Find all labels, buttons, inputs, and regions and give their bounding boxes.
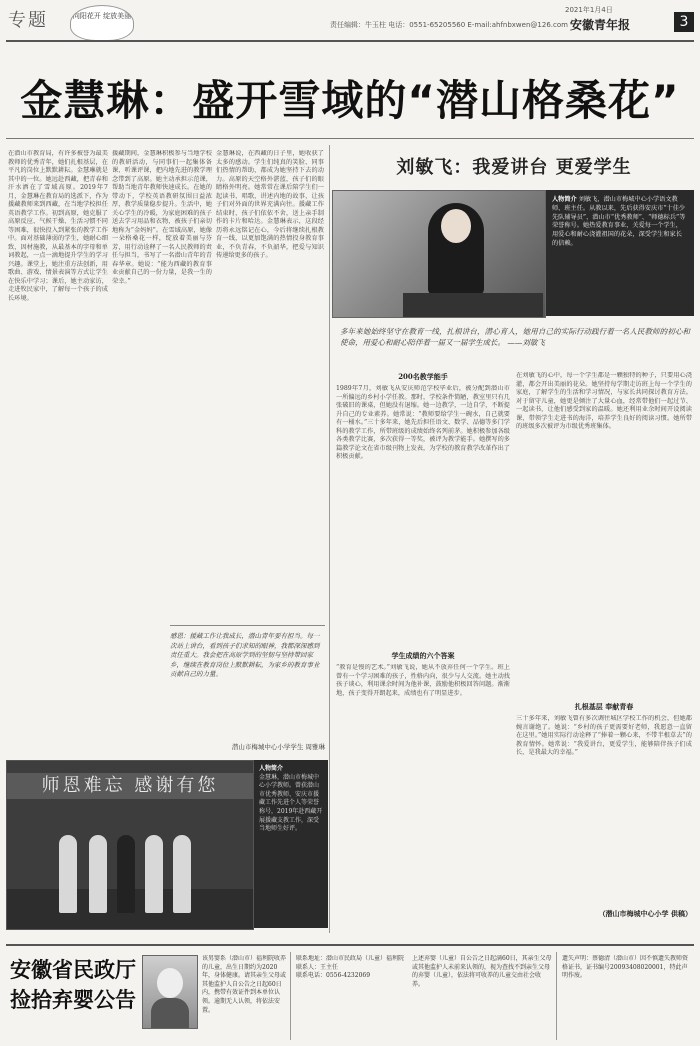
- page-headline: 金慧琳：盛开雪域的“潜山格桑花”: [20, 76, 680, 125]
- photo-figure: [173, 835, 191, 913]
- paper-name: 安徽青年报: [570, 18, 631, 32]
- child-photo: [142, 955, 198, 1029]
- notice-contact: 联系地址：潜山市民政局（儿童）福利院 联系人：王主任 联系电话：0556-4232069: [296, 955, 405, 980]
- portrait-caption-text: 刘敏飞，潜山市梅城中心小学语文教师、班主任。从教以来，先后获得安庆市“十佳少先队辅导员”、潜山市“优秀教师”、“师德标兵”等荣誉称号。她热爱教育事业，关爱每一个学生，用爱心和耐心浇灌祖国的花朵，深受学生和家长的信赖。: [552, 196, 686, 247]
- logo-text: 向阳花开 绽放美丽: [72, 12, 132, 20]
- notice-description: 该男婴系（潜山市）福利院收养的儿童，出生日期约为2020年，身体健康。请其亲生父母或其他监护人自公告之日起60日内，携带有效证件到本单位认领。逾期无人认领，将依法安置。: [202, 955, 286, 1014]
- photo2-caption-text: 金慧琳，潜山市梅城中心小学教师。曾获潜山市优秀教师、安庆市援藏工作先进个人等荣誉称号，2019年赴西藏开展援藏支教工作，深受当地师生好评。: [259, 773, 323, 833]
- section-label: 专题: [8, 10, 48, 31]
- bottom-rule: [6, 944, 694, 946]
- right-article-col1: [336, 372, 510, 926]
- top-rule: [6, 40, 694, 42]
- portrait-desk: [403, 293, 543, 317]
- notice-divider: [556, 952, 557, 1040]
- portrait-caption-title: 人物简介: [552, 196, 577, 203]
- notice-divider: [290, 952, 291, 1040]
- editor-contact: 责任编辑：牛玉柱 电话：0551-65205560 E-mail:ahfnbxwen@126.com: [330, 21, 568, 29]
- right-article-title: 刘敏飞：我爱讲台 更爱学生: [396, 157, 632, 178]
- photo-figure: [145, 835, 163, 913]
- headline-rule: [6, 138, 694, 139]
- child-body: [151, 998, 189, 1029]
- photo-figure: [59, 835, 77, 913]
- right-col2-text: 在刘敏飞的心中，每一个学生都是一颗独特的种子，只要用心浇灌，都会开出美丽的花朵。她坚持每学期走访班上每一个学生的家庭，了解学生的生活和学习情况，与家长共同探讨教育方法。对于留守儿童，她更是倾注了大量心血，经常带他们一起过节、一起读书，让他们感受到家的温暖。她还利用业余时间开设阅读课，带领学生走进书的海洋，培养学生良好的阅读习惯。她所带的班级多次被评为市级优秀班集体。: [516, 372, 692, 430]
- section-logo: [70, 5, 134, 41]
- issue-date: 2021年1月4日: [565, 6, 613, 14]
- section-heading: 扎根基层 奉献青春: [574, 702, 634, 711]
- portrait-face: [441, 209, 471, 243]
- student-quote: 感恩：援藏工作让我成长，潜山青年要有担当。每一次站上讲台，看到孩子们求知的眼神，我都深深感到责任重大。我会把在高原学到的坚韧与坚持带回家乡，继续在教育岗位上默默耕耘，为家乡的教育事业贡献自己的力量。: [170, 625, 325, 752]
- right-article-col2: [516, 372, 692, 919]
- section-heading: 学生成绩的六个答案: [391, 651, 455, 660]
- teachers-photo: [6, 760, 254, 930]
- left-article-col3: 金慧琳说，在西藏的日子里，她收获了太多的感动。学生们纯真的笑脸、同事们热情的帮助，都成为她坚持下去的动力。高原的天空格外湛蓝，孩子们的眼睛格外明亮。她常常在课后陪学生们一起读书、唱歌，讲述内地的故事，让孩子们对外面的世界充满向往。援藏工作结束时，孩子们依依不舍，送上亲手制作的卡片和哈达。金慧琳表示，这段经历将永远铭记在心，今后将继续扎根教育一线，以更加饱满的热情投身教育事业，不负青春，不负韶华，把爱与知识传递给更多的孩子。: [216, 150, 324, 259]
- left-article-col1: 在潜山市教育局，有许多被誉为最美教师的优秀青年，她们扎根基层，在平凡的岗位上默默耕耘。金慧琳就是其中的一位。她远赴西藏，把青春和汗水洒在了雪域高原。2019年7月，金慧琳在教育局的选派下，作为援藏教师来到西藏，在当地学校担任英语教学工作。初到高原，她克服了高原反应、气候干燥、生活习惯不同等困难，很快投入到紧张的教学工作中。面对基础薄弱的学生，她耐心细致，因材施教，从最基本的字母和单词教起，一点一滴地提升学生的学习兴趣。课堂上，她注重方法创新，用歌曲、游戏、情景表演等方式让学生在快乐中学习；课后，她主动家访，走进牧民家中，了解每一个孩子的成长环境。: [8, 150, 108, 302]
- right-col2b-text: 三十多年来，刘敏飞曾有多次调往城区学校工作的机会，但她都婉言谢绝了。她说：“乡村的孩子更需要好老师，我愿意一直留在这里。”她用实际行动诠释了“捧着一颗心来，不带半根草去”的教育情怀。她常说：“我爱讲台，更爱学生，能够陪伴孩子们成长，是我最大的幸福。”: [516, 715, 692, 756]
- quote-signature: 潜山市梅城中心小学学生 周雅琳: [231, 743, 325, 751]
- right-col1-text: 1989年7月，刘敏飞从安庆师范学校毕业后，被分配到潜山市一所偏远的乡村小学任教。那时，学校条件简陋，教室里只有几张破旧的课桌，但她没有退缩。她一边教学，一边自学，不断提升自己的专业素养。她常说：“教师要给学生一碗水，自己就要有一桶水。”三十多年来，她先后担任语文、数学、品德等多门学科的教学工作，所带班级的成绩始终名列前茅。她积极参加各级各类教学比赛，多次获得一等奖，被评为教学能手。她撰写的多篇教学论文在省市级刊物上发表，为学校的教育教学改革作出了积极贡献。: [336, 385, 510, 460]
- photo2-caption-box: [254, 760, 328, 928]
- article-source: （潜山市梅城中心小学 供稿）: [598, 909, 692, 918]
- page-number: 3: [674, 12, 694, 32]
- column-divider: [329, 145, 330, 933]
- child-head: [157, 968, 183, 998]
- notice-title-line2: 捡拾弃婴公告: [10, 988, 136, 1012]
- section-heading: 200名教学能手: [398, 372, 448, 381]
- right-article-lead: 多年来她始终坚守在教育一线，扎根讲台，潜心育人，她用自己的实际行动践行着一名人民教师的初心和使命，用爱心和耐心陪伴着一届又一届学生成长。 ——刘敏飞: [340, 327, 690, 347]
- photo-figure: [89, 835, 107, 913]
- loss-statement: 遗失声明：蔡德清（潜山市）因不慎遗失教师资格证书，证书编号20093408020001，特此声明作废。: [562, 955, 689, 980]
- photo2-caption-title: 人物简介: [259, 765, 284, 772]
- right-col1b-text: “教育是慢的艺术。”刘敏飞说，她从不放弃任何一个学生。班上曾有一个学习困难的孩子，性格内向，很少与人交流。她主动找孩子谈心，利用课余时间为他补课，鼓励他积极回答问题。渐渐地，孩子变得开朗起来，成绩也有了明显进步。: [336, 664, 510, 697]
- left-article-col2: 援藏期间，金慧琳积极参与当地学校的教研活动，与同事们一起集体备课、听课评课，把内地先进的教学理念带到了高原。她主动承担示范课，帮助当地青年教师快速成长。在她的带动下，学校英语教研氛围日益浓厚，教学质量稳步提升。生活中，她关心学生的冷暖，为家庭困难的孩子送去学习用品和衣物，被孩子们亲切地称为“金妈妈”。在雪域高原，她像一朵格桑花一样，绽放着美丽与芬芳，用行动诠释了一名人民教师的责任与担当，书写了一名潜山青年的青春华章。她说：“能为西藏的教育事业贡献自己的一份力量，是我一生的荣幸。”: [112, 150, 212, 285]
- portrait-caption-box: [546, 190, 694, 316]
- notice-title-line1: 安徽省民政厅: [10, 958, 136, 982]
- notice-title: [10, 955, 140, 1015]
- photo-figure: [117, 835, 135, 913]
- photo-banner: 师恩难忘 感谢有您: [7, 773, 253, 799]
- teacher-portrait: [332, 190, 546, 318]
- notice-terms: 上述弃婴（儿童）自公告之日起满60日，其亲生父母或其他监护人未前来认领的，视为查找不到亲生父母的弃婴（儿童），依法将可收养的儿童交由社会收养。: [412, 955, 552, 988]
